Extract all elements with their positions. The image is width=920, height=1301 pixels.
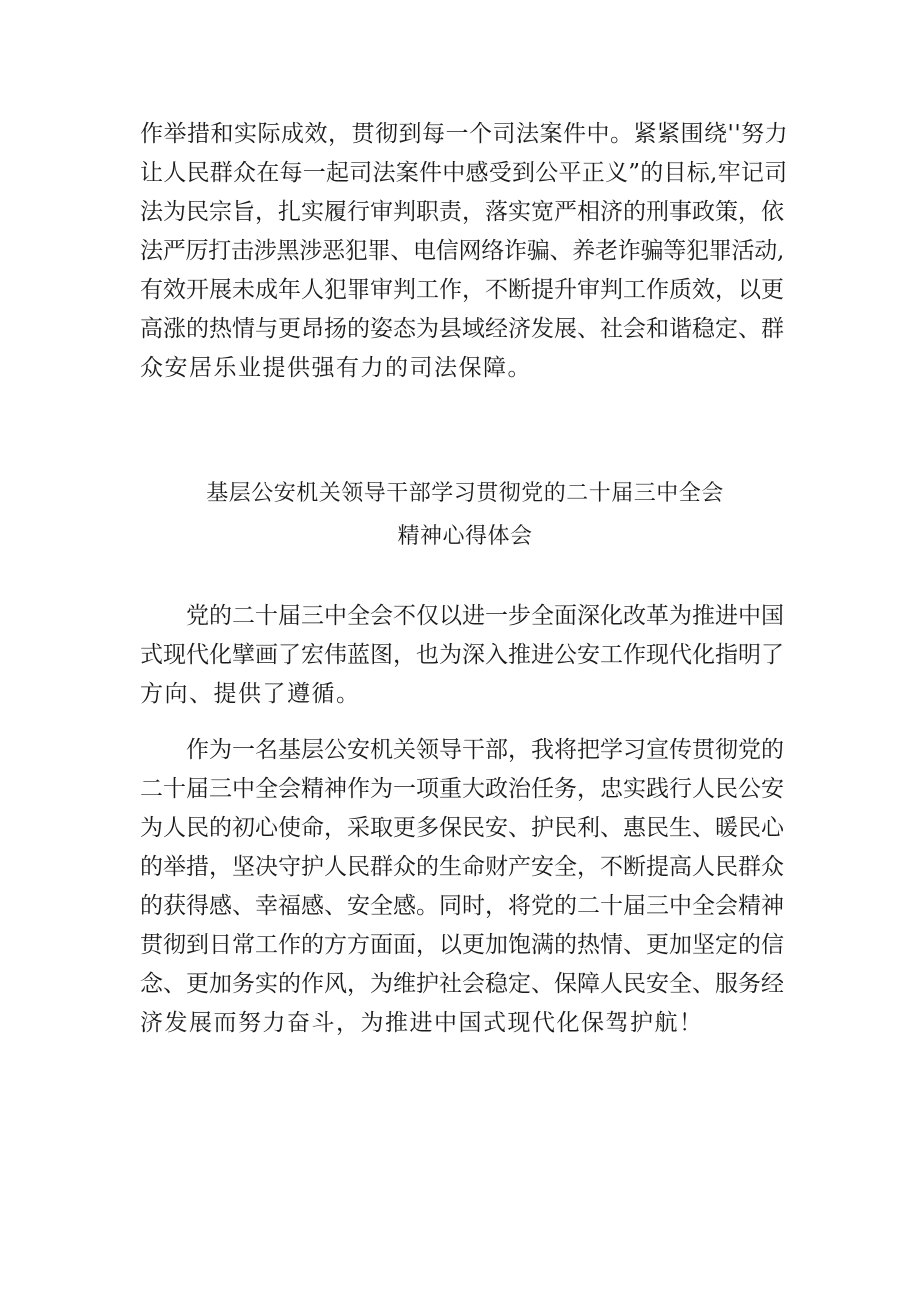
- paragraph-line: 方向、提供了遵循。: [140, 681, 361, 707]
- paragraph-line: 念、更加务实的作风，为维护社会稳定、保障人民安全、服务经: [140, 971, 784, 997]
- paragraph-line: 有效开展未成年人犯罪审判工作，不断提升审判工作质效，以更: [140, 277, 784, 303]
- paragraph-line: 为人民的初心使命，采取更多保民安、护民利、惠民生、暖民心: [140, 815, 784, 841]
- paragraph-line: 贯彻到日常工作的方方面面，以更加饱满的热情、更加坚定的信: [140, 932, 784, 958]
- paragraph-line: 的获得感、幸福感、安全感。同时，将党的二十届三中全会精神: [140, 893, 784, 919]
- paragraph-line: 众安居乐业提供强有力的司法保障。: [140, 355, 532, 381]
- paragraph-line: 作举措和实际成效，贯彻到每一个司法案件中。紧紧围绕''努力: [140, 121, 789, 147]
- paragraph-line: 济发展而努力奋斗，为推进中国式现代化保驾护航！: [140, 1010, 704, 1036]
- article-title: [140, 472, 790, 558]
- paragraph-line: 党的二十届三中全会不仅以进一步全面深化改革为推进中国: [186, 603, 784, 629]
- paragraph-line: 的举措，坚决守护人民群众的生命财产安全，不断提高人民群众: [140, 854, 784, 880]
- article-title-line: 基层公安机关领导干部学习贯彻党的二十届三中全会: [206, 481, 724, 506]
- paragraph-line: 高涨的热情与更昂扬的姿态为县域经济发展、社会和谐稳定、群: [140, 316, 784, 342]
- paragraph-commitment: [140, 731, 790, 1043]
- paragraph-intro: [140, 597, 790, 714]
- paragraph-line: 法为民宗旨，扎实履行审判职责，落实宽严相济的刑事政策，依: [140, 199, 784, 225]
- paragraph-line: 作为一名基层公安机关领导干部，我将把学习宣传贯彻党的: [186, 737, 784, 763]
- paragraph-line: 式现代化擘画了宏伟蓝图，也为深入推进公安工作现代化指明了: [140, 642, 784, 668]
- paragraph-line: 法严厉打击涉黑涉恶犯罪、电信网络诈骗、养老诈骗等犯罪活动,: [140, 238, 785, 264]
- paragraph-line: 二十届三中全会精神作为一项重大政治任务，忠实践行人民公安: [140, 776, 784, 802]
- paragraph-continuation: [140, 115, 790, 388]
- paragraph-line: 让人民群众在每一起司法案件中感受到公平正义”的目标,牢记司: [140, 160, 788, 186]
- article-title-line: 精神心得体会: [397, 524, 533, 549]
